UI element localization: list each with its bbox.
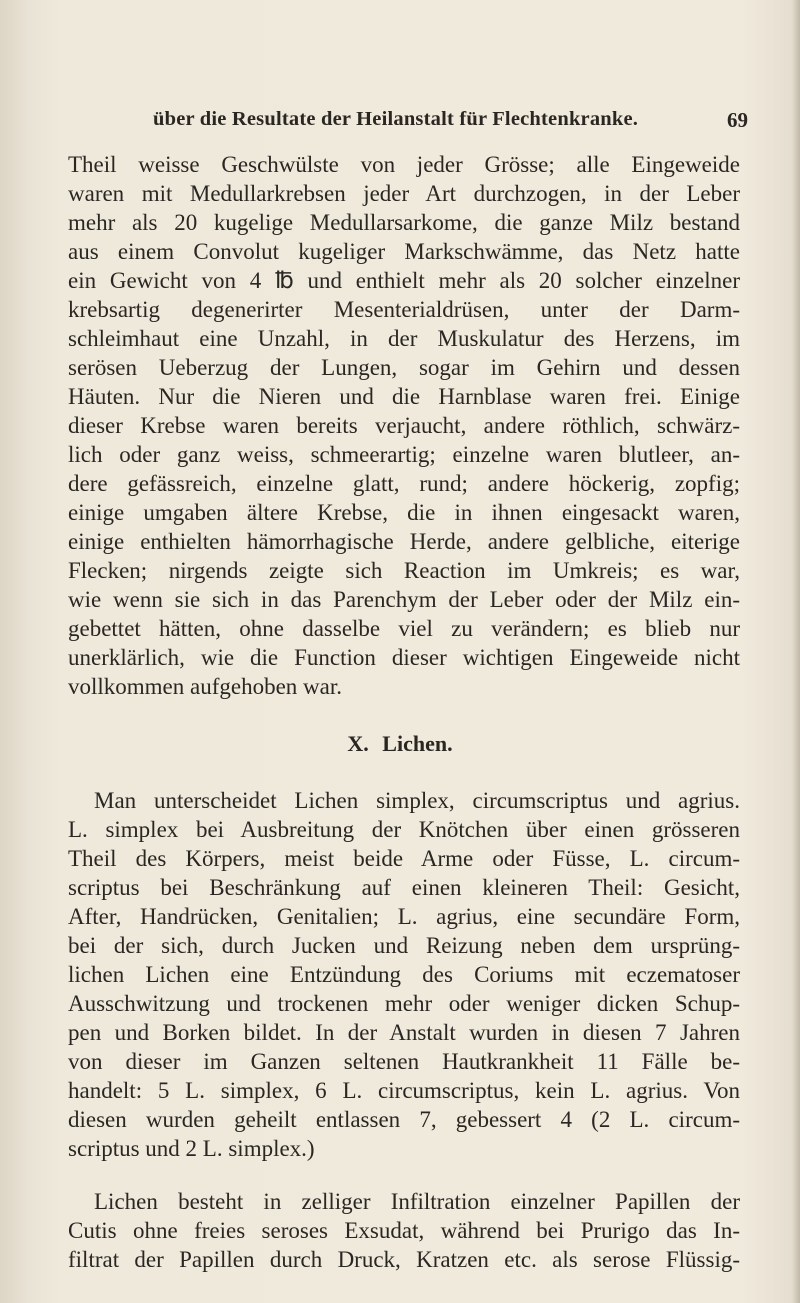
text-line: dieser Krebse waren bereits verjaucht, andere röthlich, schwärz- <box>68 413 740 438</box>
text-line: diesen wurden geheilt entlassen 7, gebessert 4 (2 L. circum- <box>68 1107 740 1132</box>
text-line: Cutis ohne freies seroses Exsudat, während bei Prurigo das In- <box>68 1218 740 1243</box>
text-line: After, Handrücken, Genitalien; L. agrius, eine secundäre Form, <box>68 904 740 929</box>
section-title: Lichen. <box>382 731 453 756</box>
paragraph-lichen-types <box>68 786 740 1163</box>
text-line: serösen Ueberzug der Lungen, sogar im Gehirn und dessen <box>68 355 740 380</box>
section-number: X. <box>347 731 369 756</box>
text-line: schleimhaut eine Unzahl, in der Muskulatur des Herzens, im <box>68 326 740 351</box>
text-line: einige enthielten hämorrhagische Herde, andere gelbliche, eiterige <box>68 529 740 554</box>
paragraph-tumor-findings <box>68 150 740 701</box>
text-line: vollkommen aufgehoben war. <box>68 674 343 699</box>
text-line: handelt: 5 L. simplex, 6 L. circumscriptus, kein L. agrius. Von <box>68 1078 740 1103</box>
text-line: krebsartig degenerirter Mesenterialdrüsen, unter der Darm- <box>68 297 740 322</box>
text-line: lichen Lichen eine Entzündung des Coriums mit eczematoser <box>68 962 740 987</box>
text-line: filtrat der Papillen durch Druck, Kratzen etc. als serose Flüssig- <box>68 1247 740 1272</box>
text-line: Ausschwitzung und trockenen mehr oder weniger dicken Schup- <box>68 991 740 1016</box>
page-edge-shadow <box>792 0 800 1303</box>
text-line: Flecken; nirgends zeigte sich Reaction im Umkreis; es war, <box>68 558 740 583</box>
text-line: Man unterscheidet Lichen simplex, circumscriptus und agrius. <box>94 788 740 813</box>
text-line: L. simplex bei Ausbreitung der Knötchen über einen grösseren <box>68 817 740 842</box>
running-title: über die Resultate der Heilanstalt für Flechtenkranke. <box>153 108 639 130</box>
text-line: dere gefässreich, einzelne glatt, rund; andere höckerig, zopfig; <box>68 471 740 496</box>
section-heading <box>0 731 800 757</box>
page-number: 69 <box>727 108 748 132</box>
text-line: lich oder ganz weiss, schmeerartig; einzelne waren blutleer, an- <box>68 442 740 467</box>
text-line: bei der sich, durch Jucken und Reizung neben dem ursprüng- <box>68 933 740 958</box>
text-line: unerklärlich, wie die Function dieser wichtigen Eingeweide nicht <box>68 645 740 670</box>
text-line: einige umgaben ältere Krebse, die in ihnen eingesackt waren, <box>68 500 740 525</box>
text-line: Lichen besteht in zelliger Infiltration einzelner Papillen der <box>94 1189 740 1214</box>
text-line: waren mit Medullarkrebsen jeder Art durchzogen, in der Leber <box>68 181 740 206</box>
text-line: pen und Borken bildet. In der Anstalt wurden in diesen 7 Jahren <box>68 1020 740 1045</box>
page-header <box>0 108 800 138</box>
text-line: Theil des Körpers, meist beide Arme oder Füsse, L. circum- <box>68 846 740 871</box>
text-line: von dieser im Ganzen seltenen Hautkrankheit 11 Fälle be- <box>68 1049 740 1074</box>
text-line: Theil weisse Geschwülste von jeder Grösse; alle Eingeweide <box>68 152 740 177</box>
text-line: scriptus bei Beschränkung auf einen kleineren Theil: Gesicht, <box>68 875 740 900</box>
text-line: aus einem Convolut kugeliger Markschwämme, das Netz hatte <box>68 239 740 264</box>
text-line: scriptus und 2 L. simplex.) <box>68 1136 315 1161</box>
text-line: ein Gewicht von 4 ℔ und enthielt mehr als 20 solcher einzelner <box>68 268 740 293</box>
paragraph-lichen-pathology <box>68 1187 740 1274</box>
text-line: gebettet hätten, ohne dasselbe viel zu verändern; es blieb nur <box>68 616 740 641</box>
text-line: wie wenn sie sich in das Parenchym der Leber oder der Milz ein- <box>68 587 740 612</box>
text-line: Häuten. Nur die Nieren und die Harnblase waren frei. Einige <box>68 384 740 409</box>
text-line: mehr als 20 kugelige Medullarsarkome, die ganze Milz bestand <box>68 210 740 235</box>
